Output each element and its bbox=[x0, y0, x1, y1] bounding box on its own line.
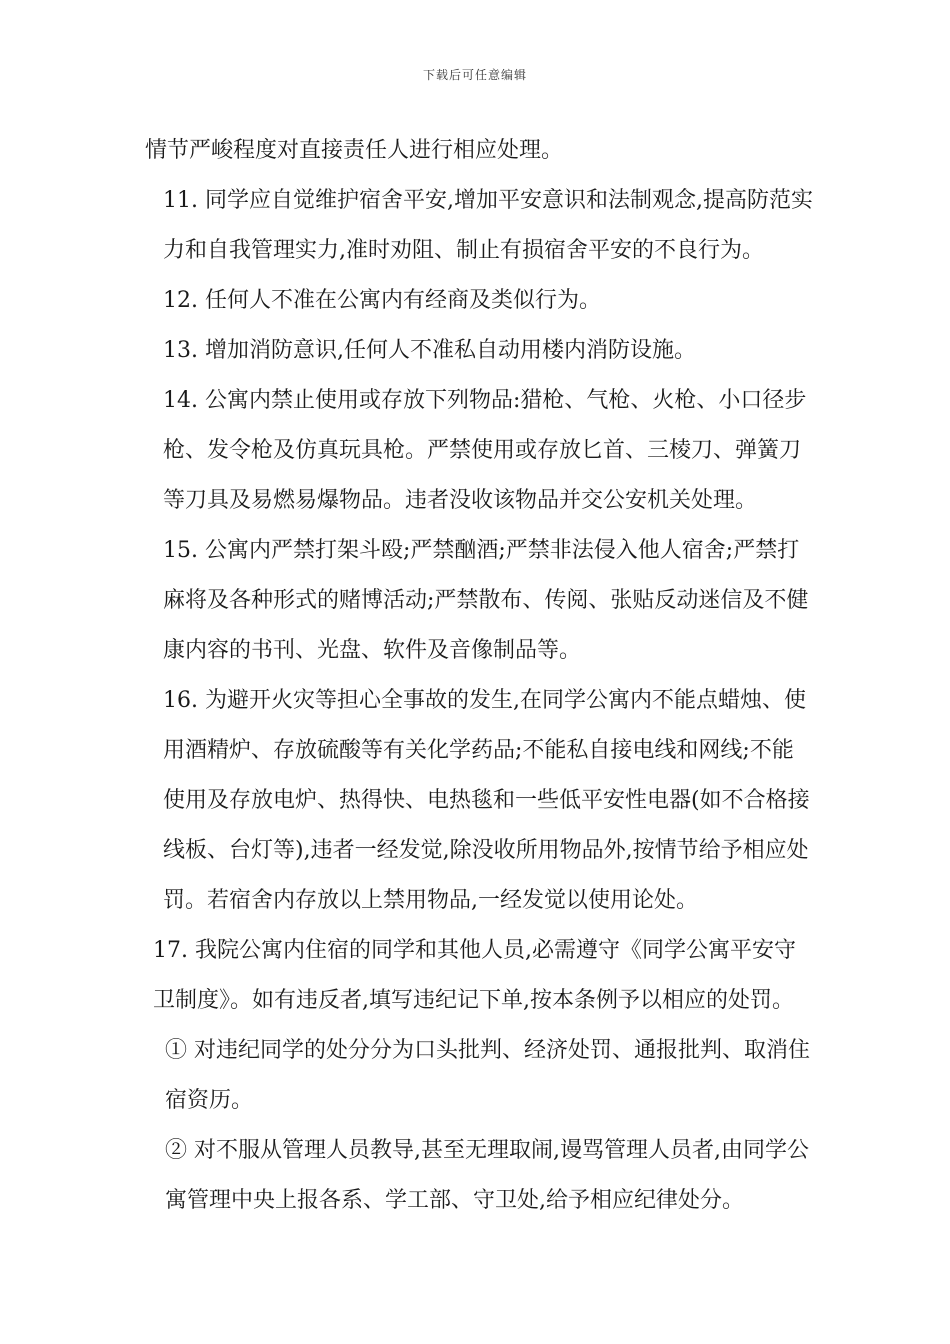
paragraph-subitem-2: ② 对不服从管理人员教导,甚至无理取闹,谩骂管理人员者,由同学公寓管理中央上报各系、学工部、守卫处,给予相应纪律处分。 bbox=[165, 1138, 809, 1213]
paragraph-subitem-1: ① 对违纪同学的处分分为口头批判、经济处罚、通报批判、取消住宿资历。 bbox=[165, 1038, 810, 1113]
paragraph-item-17: 17. 我院公寓内住宿的同学和其他人员,必需遵守《同学公寓平安守卫制度》。如有违反者,填写违纪记下单,按本条例予以相应的处罚。 bbox=[153, 938, 796, 1013]
paragraph-continuation: 情节严峻程度对直接责任人进行相应处理。 bbox=[145, 138, 564, 163]
document-body bbox=[145, 126, 815, 1226]
paragraph-item-11: 11. 同学应自觉维护宿舍平安,增加平安意识和法制观念,提高防范实力和自我管理实力,准时劝阻、制止有损宿舍平安的不良行为。 bbox=[163, 188, 813, 263]
paragraph-item-15: 15. 公寓内严禁打架斗殴;严禁酗酒;严禁非法侵入他人宿舍;严禁打麻将及各种形式的赌博活动;严禁散布、传阅、张贴反动迷信及不健康内容的书刊、光盘、软件及音像制品等。 bbox=[163, 538, 809, 663]
paragraph-item-12: 12. 任何人不准在公寓内有经商及类似行为。 bbox=[163, 288, 601, 313]
paragraph-item-16: 16. 为避开火灾等担心全事故的发生,在同学公寓内不能点蜡烛、使用酒精炉、存放硫酸等有关化学药品;不能私自接电线和网线;不能使用及存放电炉、热得快、电热毯和一些低平安性电器(如不合格接线板、台灯等),违者一经发觉,除没收所用物品外,按情节给予相应处罚。若宿舍内存放以上禁用物品,一经发觉以使用论处。 bbox=[163, 688, 810, 913]
page-header: 下载后可任意编辑 bbox=[422, 68, 527, 82]
paragraph-item-13: 13. 增加消防意识,任何人不准私自动用楼内消防设施。 bbox=[163, 338, 696, 363]
paragraph-item-14: 14. 公寓内禁止使用或存放下列物品:猎枪、气枪、火枪、小口径步枪、发令枪及仿真玩具枪。严禁使用或存放匕首、三棱刀、弹簧刀等刀具及易燃易爆物品。违者没收该物品并交公安机关处理。 bbox=[163, 388, 807, 513]
